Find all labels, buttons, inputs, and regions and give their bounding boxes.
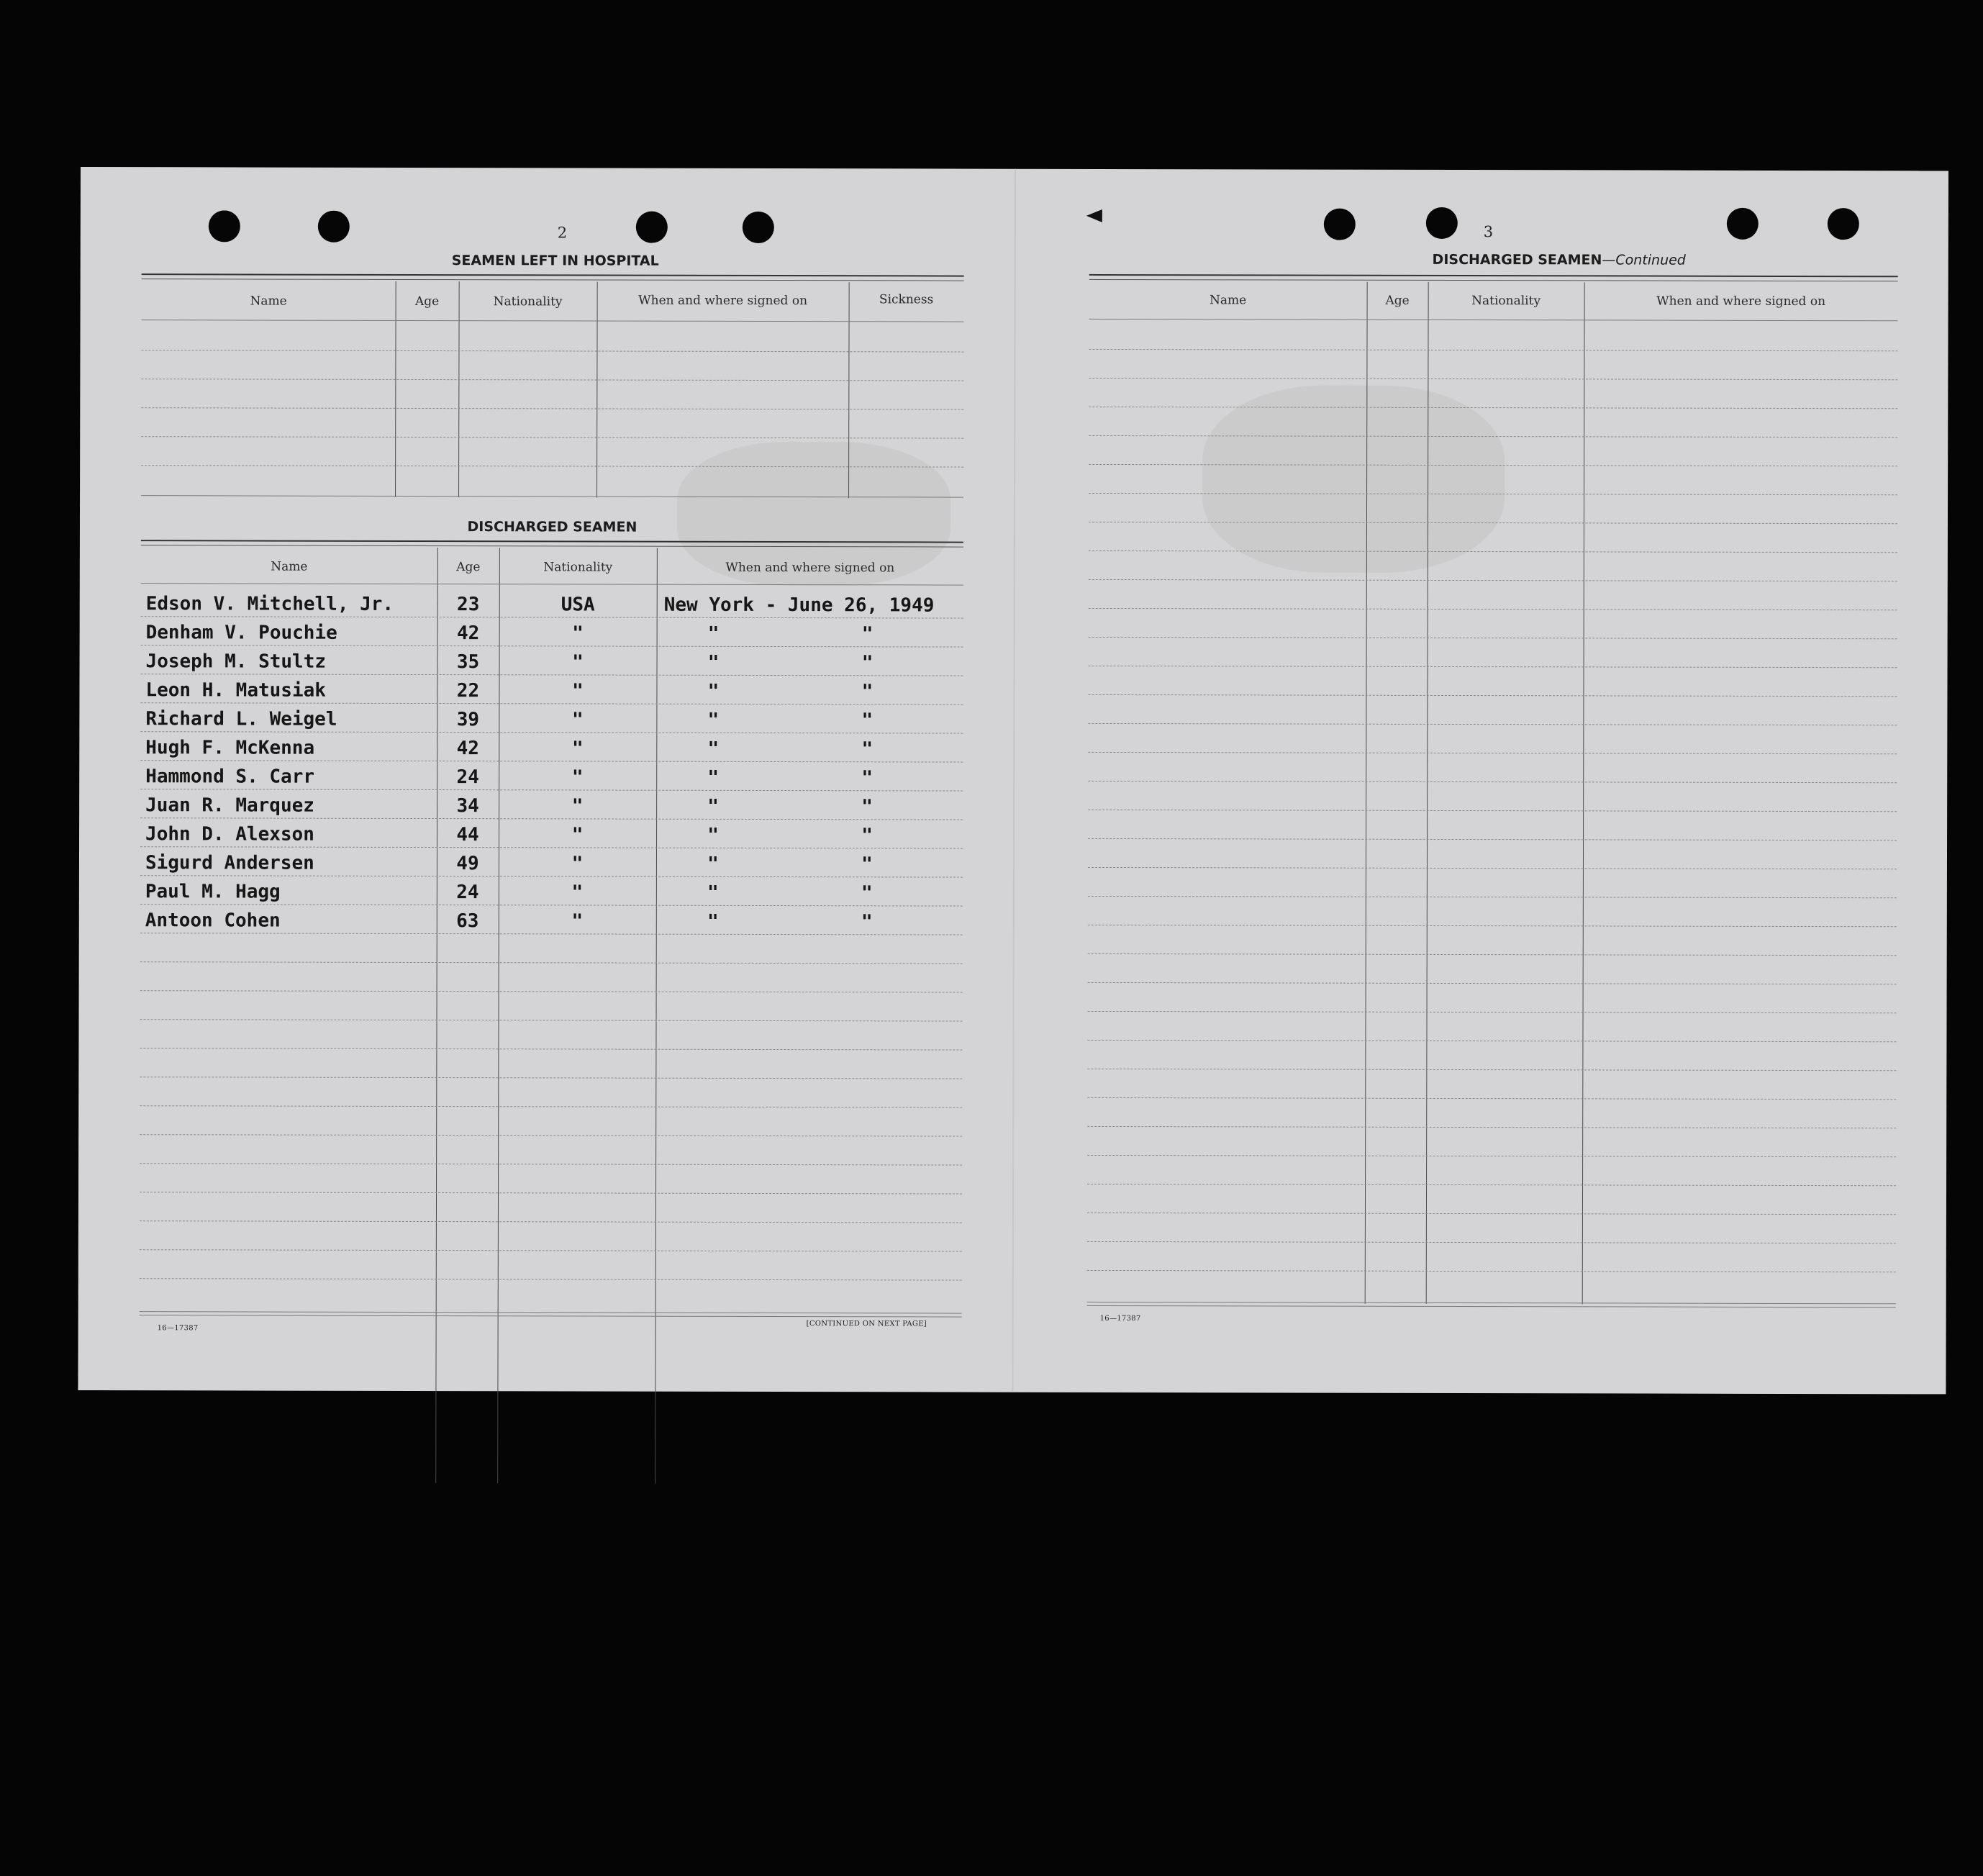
row-rule xyxy=(140,702,963,704)
row-rule xyxy=(1088,723,1897,725)
seaman-nationality: " xyxy=(571,766,584,789)
seaman-age: 42 xyxy=(456,738,479,760)
row-rule xyxy=(1088,781,1897,783)
row-rule xyxy=(1088,838,1897,840)
row-rule xyxy=(1088,752,1897,754)
row-rule xyxy=(1088,694,1897,697)
seaman-age: 34 xyxy=(456,795,479,817)
row-rule xyxy=(140,1134,962,1136)
row-rule xyxy=(1089,407,1897,409)
row-rule xyxy=(1089,550,1897,553)
row-rule xyxy=(140,990,963,992)
row-rule xyxy=(1087,1126,1896,1128)
row-rule xyxy=(140,961,963,964)
row-rule xyxy=(1089,637,1897,639)
row-rule xyxy=(1088,810,1897,812)
seaman-age: 49 xyxy=(456,853,479,875)
seaman-name: Leon H. Matusiak xyxy=(145,679,326,702)
seaman-age: 44 xyxy=(456,824,479,846)
row-rule xyxy=(1089,608,1897,610)
seaman-name: Juan R. Marquez xyxy=(145,794,314,817)
seaman-ditto-place: " xyxy=(707,882,719,904)
seaman-name: Joseph M. Stultz xyxy=(145,651,327,673)
seaman-ditto-date: " xyxy=(861,825,873,847)
rule-double xyxy=(141,540,963,547)
row-rule xyxy=(140,760,963,762)
row-rule xyxy=(140,1048,962,1050)
row-rule xyxy=(140,1220,962,1223)
binder-hole xyxy=(636,212,668,243)
column-header-name: Name xyxy=(250,294,287,309)
seaman-name: Edson V. Mitchell, Jr. xyxy=(145,593,394,615)
seaman-ditto-date: " xyxy=(861,652,873,674)
row-rule xyxy=(140,1278,962,1280)
seaman-nationality: " xyxy=(571,795,584,817)
seaman-nationality: " xyxy=(571,910,584,933)
column-header-name: Name xyxy=(271,559,308,574)
seaman-ditto-place: " xyxy=(707,824,719,846)
row-rule xyxy=(141,379,963,381)
row-rule xyxy=(141,350,963,352)
page-number: 2 xyxy=(557,224,568,242)
seaman-ditto-date: " xyxy=(861,623,873,645)
row-rule xyxy=(141,645,963,647)
continued-note: [CONTINUED ON NEXT PAGE] xyxy=(806,1320,927,1328)
seaman-nationality: " xyxy=(572,622,584,645)
seaman-age: 39 xyxy=(456,709,480,731)
bleed-through-stamp xyxy=(1202,385,1505,573)
rule-double xyxy=(142,273,964,281)
binder-hole xyxy=(1324,209,1356,240)
row-rule xyxy=(1087,1241,1896,1243)
seaman-signed-on: New York - June 26, 1949 xyxy=(663,594,935,617)
column-divider xyxy=(596,282,598,498)
binder-hole xyxy=(743,212,774,243)
seaman-nationality: USA xyxy=(561,594,595,616)
row-rule xyxy=(1088,896,1897,898)
column-header-age: Age xyxy=(456,560,481,575)
row-rule xyxy=(140,1192,962,1194)
title-continued-text: —Continued xyxy=(1602,252,1686,268)
row-rule xyxy=(140,904,963,906)
manifest-sheet xyxy=(78,167,1948,1394)
row-rule xyxy=(140,1077,962,1079)
seaman-ditto-place: " xyxy=(707,622,720,645)
row-rule xyxy=(1089,378,1897,380)
column-header-nationality: Nationality xyxy=(493,294,563,309)
row-rule xyxy=(1087,1069,1896,1071)
row-rule xyxy=(140,1249,962,1251)
seaman-age: 22 xyxy=(456,680,480,702)
header-rule xyxy=(142,320,964,322)
row-rule xyxy=(140,789,963,791)
section-title-discharged: DISCHARGED SEAMEN xyxy=(467,519,637,535)
seaman-ditto-place: " xyxy=(707,709,720,731)
page-fold xyxy=(1012,169,1016,1392)
row-rule xyxy=(140,1163,962,1165)
form-number: 16—17387 xyxy=(157,1324,199,1333)
row-rule xyxy=(1087,1213,1896,1215)
seaman-nationality: " xyxy=(572,651,584,674)
row-rule xyxy=(1089,579,1897,581)
row-rule xyxy=(1087,1040,1896,1042)
column-header-signed-on: When and where signed on xyxy=(1656,294,1826,309)
seaman-ditto-place: " xyxy=(707,853,719,875)
table-bottom-rule xyxy=(140,1311,962,1313)
row-rule xyxy=(140,875,963,877)
seaman-ditto-date: " xyxy=(861,710,873,732)
seaman-ditto-date: " xyxy=(861,681,873,703)
binder-hole xyxy=(1828,208,1859,240)
row-rule xyxy=(1089,349,1897,351)
form-number: 16—17387 xyxy=(1099,1314,1141,1323)
binder-hole xyxy=(1727,208,1759,240)
seaman-ditto-place: " xyxy=(707,680,720,702)
seaman-ditto-place: " xyxy=(707,766,720,789)
seaman-age: 35 xyxy=(456,651,480,674)
row-rule xyxy=(140,731,963,733)
seaman-name: Hugh F. McKenna xyxy=(145,737,315,759)
row-rule xyxy=(1087,1184,1896,1186)
seaman-name: Denham V. Pouchie xyxy=(145,622,337,644)
seaman-age: 42 xyxy=(456,622,480,645)
column-header-signed-on: When and where signed on xyxy=(725,560,895,576)
row-rule xyxy=(140,846,963,848)
seaman-nationality: " xyxy=(572,709,584,731)
column-header-sickness: Sickness xyxy=(879,292,934,307)
seaman-nationality: " xyxy=(571,853,584,875)
row-rule xyxy=(1088,953,1897,956)
seaman-age: 24 xyxy=(456,882,479,904)
seaman-nationality: " xyxy=(571,824,584,846)
seaman-ditto-date: " xyxy=(861,738,873,761)
row-rule xyxy=(140,1105,962,1107)
column-header-age: Age xyxy=(1385,293,1410,308)
column-header-age: Age xyxy=(414,294,440,309)
seaman-ditto-date: " xyxy=(861,911,873,933)
seaman-nationality: " xyxy=(572,680,584,702)
row-rule xyxy=(1088,925,1897,927)
seaman-ditto-date: " xyxy=(861,853,873,876)
pointer-arrow-mark xyxy=(1086,209,1102,222)
seaman-name: Richard L. Weigel xyxy=(145,708,337,730)
seaman-age: 24 xyxy=(456,766,479,789)
seaman-ditto-place: " xyxy=(707,910,719,933)
seaman-nationality: " xyxy=(571,738,584,760)
seaman-ditto-place: " xyxy=(707,738,720,760)
row-rule xyxy=(141,674,963,676)
seaman-ditto-date: " xyxy=(861,767,873,789)
seaman-nationality: " xyxy=(571,882,584,904)
column-header-signed-on: When and where signed on xyxy=(638,293,808,309)
row-rule xyxy=(140,933,963,935)
row-rule xyxy=(1088,867,1897,869)
seaman-name: Antoon Cohen xyxy=(145,910,281,932)
row-rule xyxy=(1088,1011,1897,1013)
seaman-ditto-date: " xyxy=(861,796,873,818)
row-rule xyxy=(1089,666,1897,668)
table-bottom-rule xyxy=(1087,1305,1896,1308)
section-title-discharged-continued xyxy=(1088,251,1983,269)
row-rule xyxy=(1087,1097,1896,1100)
title-text: DISCHARGED SEAMEN xyxy=(1432,251,1602,268)
seaman-name: Sigurd Andersen xyxy=(145,852,314,874)
seaman-ditto-place: " xyxy=(707,795,719,817)
seaman-age: 23 xyxy=(457,594,480,616)
binder-hole xyxy=(209,210,240,242)
column-header-nationality: Nationality xyxy=(543,560,613,575)
row-rule xyxy=(141,616,963,618)
row-rule xyxy=(1087,1155,1896,1157)
row-rule xyxy=(140,1019,963,1021)
seaman-age: 63 xyxy=(456,910,479,933)
seaman-name: Paul M. Hagg xyxy=(145,881,281,903)
page-number: 3 xyxy=(1483,223,1494,241)
row-rule xyxy=(1087,1270,1896,1272)
rule-double xyxy=(1089,274,1898,281)
seaman-ditto-place: " xyxy=(707,651,720,674)
section-title-hospital: SEAMEN LEFT IN HOSPITAL xyxy=(451,253,659,269)
column-divider xyxy=(395,281,396,497)
seaman-name: John D. Alexson xyxy=(145,823,314,846)
column-divider xyxy=(458,281,460,497)
seaman-ditto-date: " xyxy=(861,882,873,905)
row-rule xyxy=(141,407,963,409)
table-bottom-rule xyxy=(140,1315,962,1317)
column-header-name: Name xyxy=(1209,293,1247,308)
header-rule xyxy=(1089,319,1898,321)
table-bottom-rule xyxy=(1087,1302,1896,1304)
column-header-nationality: Nationality xyxy=(1471,294,1541,309)
binder-hole xyxy=(1426,207,1458,239)
row-rule xyxy=(141,436,963,438)
row-rule xyxy=(140,817,963,820)
binder-hole xyxy=(318,211,350,243)
row-rule xyxy=(1088,982,1897,984)
seaman-name: Hammond S. Carr xyxy=(145,766,315,788)
